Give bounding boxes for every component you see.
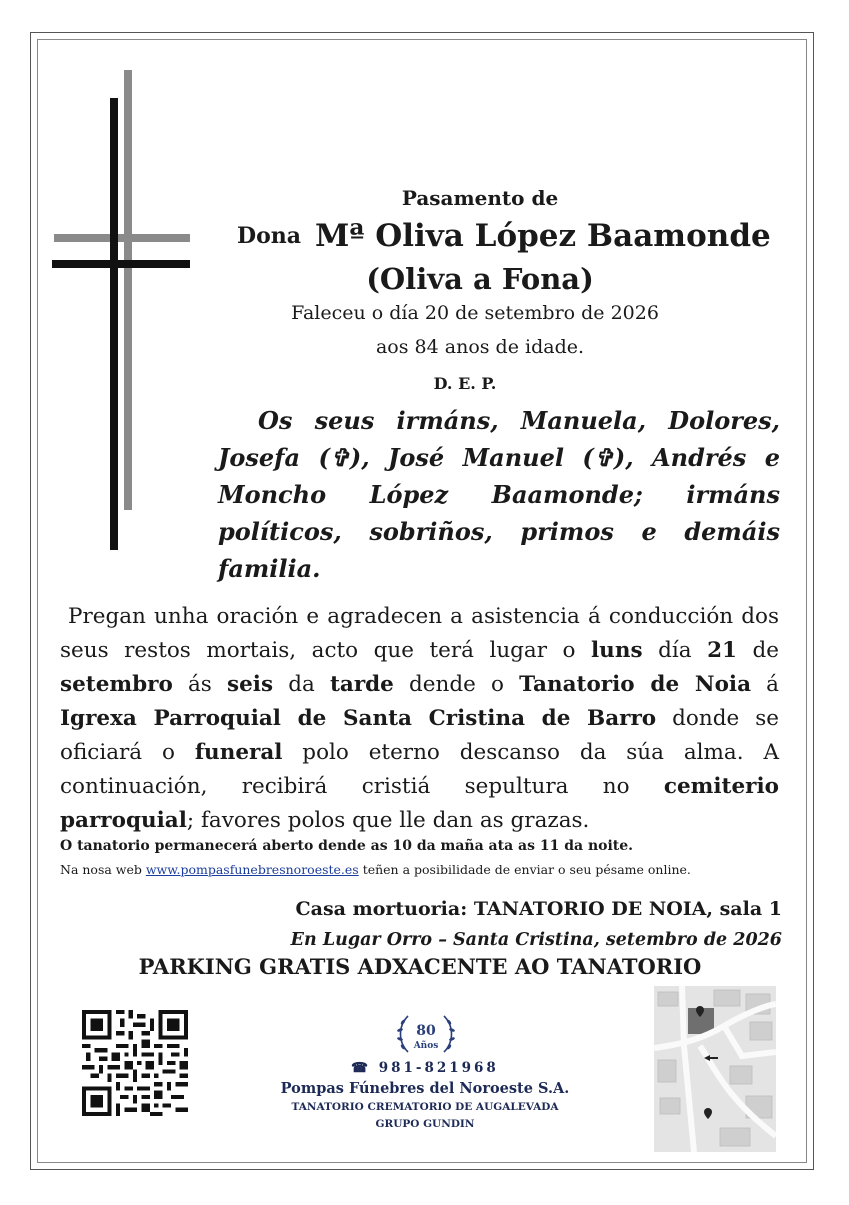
wake-location: Casa mortuoria: TANATORIO DE NOIA, sala 1 — [295, 898, 782, 920]
anniversary-badge — [394, 1008, 458, 1064]
notice-heading: Pasamento de — [401, 186, 559, 210]
text-bold: funeral — [194, 740, 283, 765]
text-bold: seis — [227, 672, 274, 697]
web-note-text: teñen a posibilidade de enviar o seu pésame online. — [358, 862, 691, 877]
company-name: Pompas Fúnebres del Noroeste S.A. — [280, 1080, 570, 1097]
text-bold: tarde — [329, 672, 394, 697]
text-segment: de — [736, 638, 779, 663]
deceased-name — [237, 218, 797, 254]
badge-number: 80 — [416, 1023, 436, 1039]
ceremony-text — [60, 600, 779, 838]
text-segment: donde se oficiará o — [60, 706, 779, 765]
location-map — [654, 986, 776, 1152]
text-segment: dende o — [393, 672, 520, 697]
title-prefix: Dona — [237, 223, 302, 249]
cross-icon — [52, 70, 192, 560]
phone-line — [320, 1060, 530, 1076]
parking-note: PARKING GRATIS ADXACENTE AO TANATORIO — [138, 954, 702, 979]
text-segment: polo eterno descanso da súa alma. A continuación, recibirá cristiá sepultura no — [60, 740, 779, 799]
text-bold: setembro — [60, 672, 173, 697]
text-bold: luns — [591, 638, 643, 663]
text-segment: á — [751, 672, 779, 697]
text-bold: 21 — [707, 638, 737, 663]
dep: D. E. P. — [433, 374, 497, 393]
death-date: Faleceu o día 20 de setembro de 2026 — [291, 302, 659, 324]
qr-code — [80, 1010, 190, 1116]
text-bold: cemiterio parroquial — [60, 774, 779, 833]
company-subtitle-1: TANATORIO CREMATORIO DE AUGALEVADA — [291, 1101, 559, 1113]
family-list: Os seus irmáns, Manuela, Dolores, Josefa (✞), José Manuel (✞), Andrés e Moncho López Baamonde; irmáns políticos, sobriños, primos e demáis familia. — [218, 406, 780, 583]
company-subtitle-2: GRUPO GUNDIN — [375, 1118, 475, 1130]
badge-text: Años — [413, 1041, 439, 1051]
text-segment: ; favores polos que lle dan as grazas. — [186, 808, 590, 833]
text-segment: día — [642, 638, 708, 663]
text-bold: Igrexa Parroquial de Santa Cristina de Barro — [60, 706, 657, 731]
text-segment: ás — [172, 672, 227, 697]
text-bold: Tanatorio de Noia — [519, 672, 752, 697]
hours-note: O tanatorio permanecerá aberto dende as 10 da maña ata as 11 da noite. — [60, 838, 634, 854]
full-name: Mª Oliva López Baamonde — [315, 218, 771, 254]
phone-number: 981-821968 — [378, 1060, 499, 1076]
website-link[interactable]: www.pompasfunebresnoroeste.es — [145, 862, 359, 877]
age: aos 84 anos de idade. — [375, 336, 585, 358]
web-note-text: Na nosa web — [60, 862, 146, 877]
text-segment: da — [273, 672, 330, 697]
text-segment: Pregan unha oración e agradecen a asistencia á conducción dos seus restos mortais, acto que terá lugar o — [60, 604, 779, 663]
web-note — [60, 862, 779, 877]
nickname: (Oliva a Fona) — [366, 262, 594, 296]
phone-icon: ☎ — [351, 1060, 371, 1076]
place-date: En Lugar Orro – Santa Cristina, setembro de 2026 — [290, 930, 782, 950]
